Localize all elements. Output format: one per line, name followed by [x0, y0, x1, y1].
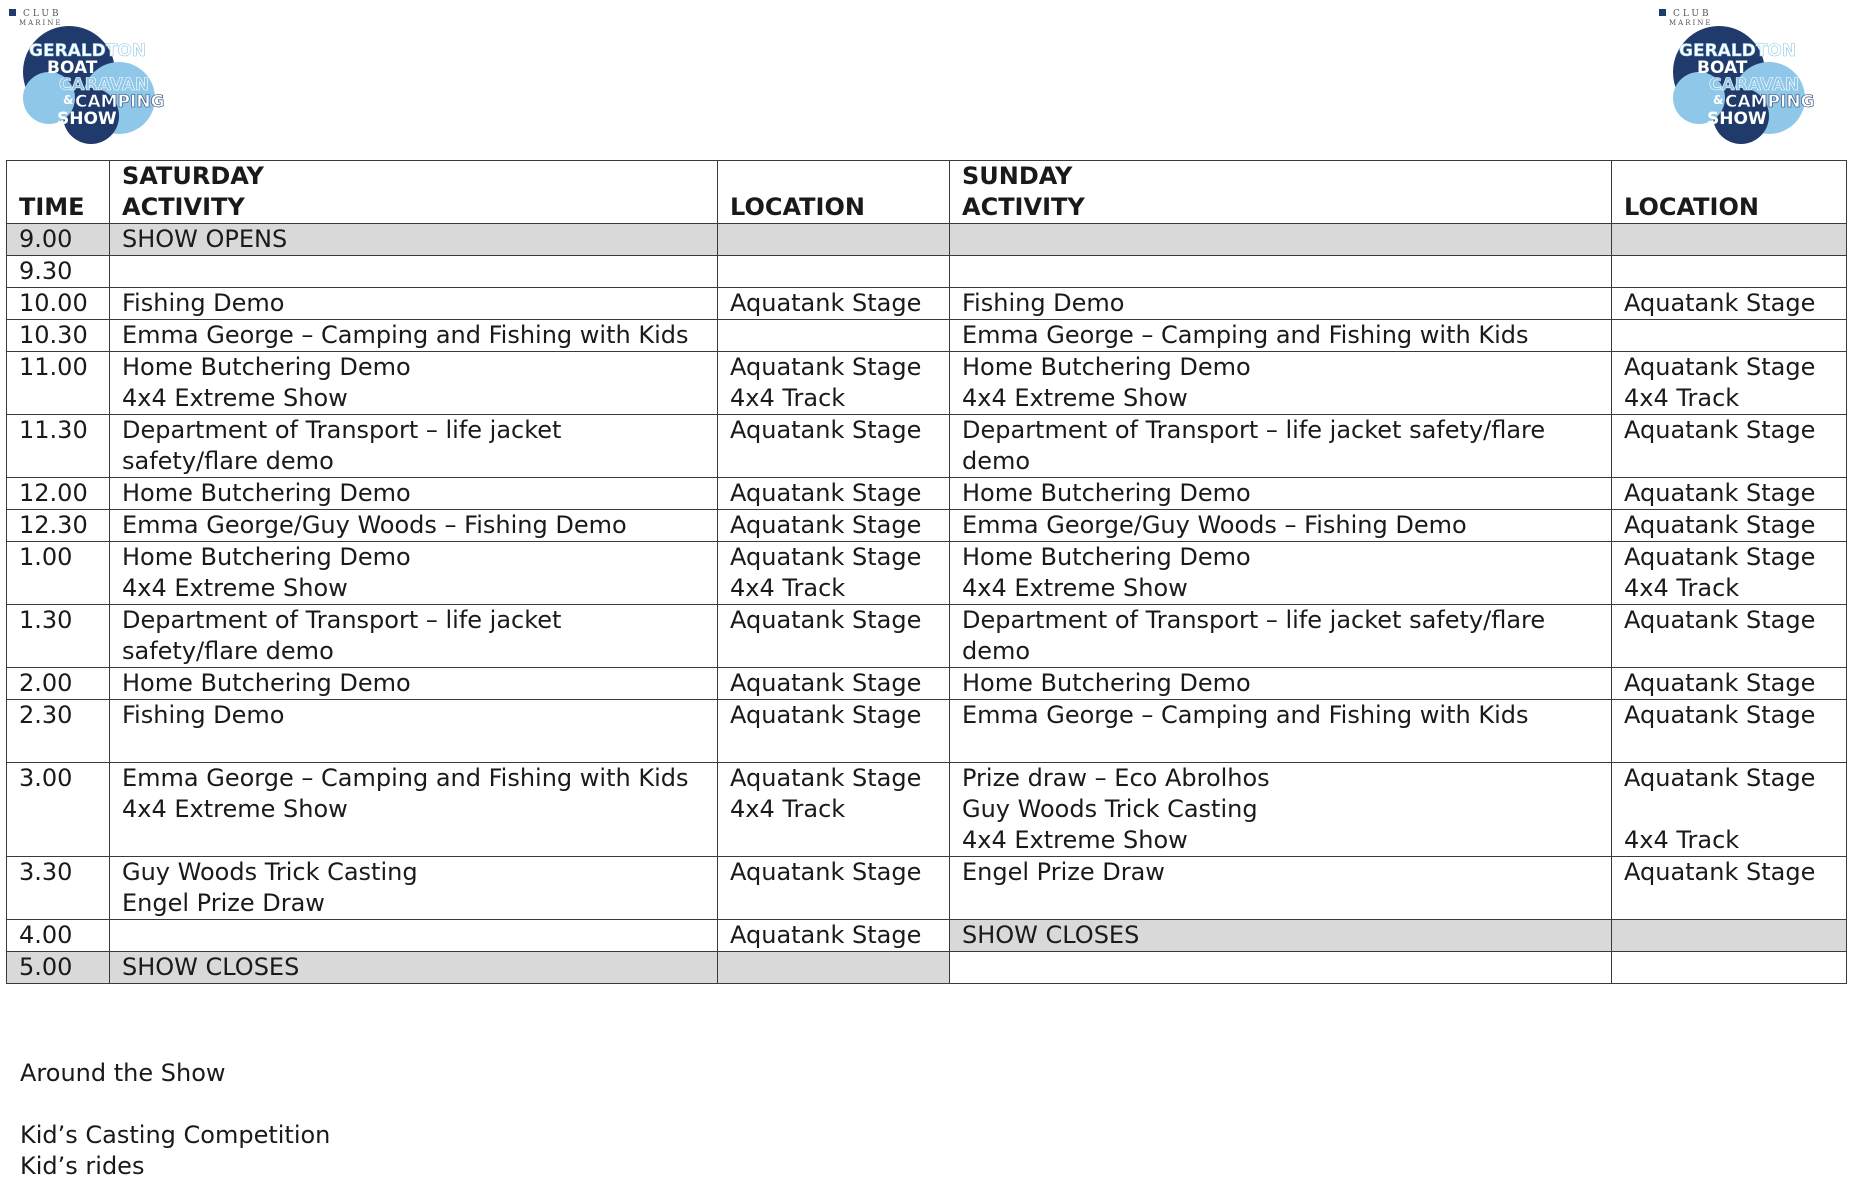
time-cell [7, 605, 110, 668]
sun-activity-cell [950, 288, 1612, 320]
sun-location-cell [1612, 542, 1847, 605]
sun-activity-line: demo [962, 637, 1031, 665]
sat-activity-cell [110, 478, 718, 510]
table-row [7, 478, 1847, 510]
time-cell [7, 700, 110, 763]
sat-location-cell [718, 352, 950, 415]
sat-location-line: Aquatank Stage [730, 701, 922, 729]
sun-activity-line: 4x4 Extreme Show [962, 574, 1188, 602]
sun-location-cell [1612, 605, 1847, 668]
svg-text:CARAVAN: CARAVAN [59, 75, 150, 95]
sun-activity-line: Emma George/Guy Woods – Fishing Demo [962, 511, 1467, 539]
sun-activity-cell [950, 920, 1612, 952]
table-row [7, 288, 1847, 320]
sun-activity-cell [950, 256, 1612, 288]
sun-activity-line: Guy Woods Trick Casting [962, 795, 1258, 823]
sun-location-cell [1612, 288, 1847, 320]
sun-location-line: Aquatank Stage [1624, 701, 1816, 729]
table-row [7, 700, 1847, 763]
header-empty-cell [1612, 161, 1847, 193]
time-cell [7, 920, 110, 952]
sun-activity-cell [950, 668, 1612, 700]
sat-activity-line: Emma George – Camping and Fishing with Kids [122, 321, 689, 349]
sat-location-line: Aquatank Stage [730, 764, 922, 792]
sun-activity-cell [950, 542, 1612, 605]
time-cell [7, 352, 110, 415]
time-value: 12.00 [19, 479, 88, 507]
time-value: 1.30 [19, 606, 73, 634]
sat-location-cell [718, 256, 950, 288]
sat-activity-line: Department of Transport – life jacket [122, 416, 562, 444]
table-row [7, 952, 1847, 984]
time-cell [7, 256, 110, 288]
sat-activity-cell [110, 920, 718, 952]
sat-location-cell [718, 415, 950, 478]
svg-text:&: & [63, 93, 74, 107]
svg-text:CAMPING: CAMPING [1725, 92, 1815, 112]
sun-activity-line: Prize draw – Eco Abrolhos [962, 764, 1270, 792]
sun-location-line: Aquatank Stage [1624, 479, 1816, 507]
time-value: 3.30 [19, 858, 73, 886]
svg-text:CLUB: CLUB [1673, 9, 1712, 19]
time-value: 9.00 [19, 225, 73, 253]
sun-activity-cell [950, 510, 1612, 542]
sat-location-line: Aquatank Stage [730, 479, 922, 507]
svg-text:GERALDTON: GERALDTON [29, 41, 147, 61]
sun-activity-line: Emma George – Camping and Fishing with Kids [962, 701, 1529, 729]
header-empty-cell [7, 161, 110, 193]
time-value: 9.30 [19, 257, 73, 285]
sat-activity-cell [110, 605, 718, 668]
header-empty-cell [718, 161, 950, 193]
sat-location-line: Aquatank Stage [730, 858, 922, 886]
header-sun-activity: ACTIVITY [950, 192, 1612, 224]
sat-activity-line: Fishing Demo [122, 701, 285, 729]
sun-activity-cell [950, 763, 1612, 857]
sun-location-line: 4x4 Track [1624, 826, 1740, 854]
time-cell [7, 763, 110, 857]
sun-location-line: 4x4 Track [1624, 574, 1740, 602]
table-row [7, 605, 1847, 668]
sun-location-cell [1612, 952, 1847, 984]
sat-activity-line: 4x4 Extreme Show [122, 574, 348, 602]
sat-activity-line: Home Butchering Demo [122, 353, 411, 381]
sun-activity-cell [950, 857, 1612, 920]
svg-text:MARINE: MARINE [19, 19, 63, 27]
header-sun-location: LOCATION [1612, 192, 1847, 224]
sun-location-cell [1612, 224, 1847, 256]
sat-activity-cell [110, 288, 718, 320]
sun-activity-line: Home Butchering Demo [962, 543, 1251, 571]
table-row [7, 920, 1847, 952]
sun-activity-line: Engel Prize Draw [962, 858, 1165, 886]
sun-location-line: Aquatank Stage [1624, 543, 1816, 571]
header-sunday: SUNDAY [950, 161, 1612, 193]
time-value: 3.00 [19, 764, 73, 792]
time-value: 10.00 [19, 289, 88, 317]
sun-activity-cell [950, 700, 1612, 763]
sat-location-line: Aquatank Stage [730, 669, 922, 697]
sun-location-line: Aquatank Stage [1624, 858, 1816, 886]
sat-activity-line: Engel Prize Draw [122, 889, 325, 917]
sat-location-line: 4x4 Track [730, 574, 846, 602]
sun-location-cell [1612, 320, 1847, 352]
sun-activity-cell [950, 605, 1612, 668]
sun-activity-cell [950, 415, 1612, 478]
sun-activity-line: Emma George – Camping and Fishing with Kids [962, 321, 1529, 349]
sat-location-cell [718, 920, 950, 952]
sat-location-cell [718, 857, 950, 920]
header-row-days [7, 161, 1847, 193]
sun-location-line: Aquatank Stage [1624, 289, 1816, 317]
sat-activity-cell [110, 763, 718, 857]
sat-activity-line: Guy Woods Trick Casting [122, 858, 418, 886]
time-value: 11.30 [19, 416, 88, 444]
sat-location-cell [718, 605, 950, 668]
geraldton-show-logo-icon [9, 6, 175, 146]
sun-location-cell [1612, 256, 1847, 288]
sat-activity-line: Emma George – Camping and Fishing with Kids [122, 764, 689, 792]
around-item: Kid’s rides [20, 1152, 145, 1180]
sat-activity-line: Home Butchering Demo [122, 479, 411, 507]
sat-location-cell [718, 478, 950, 510]
sat-location-cell [718, 288, 950, 320]
svg-text:SHOW: SHOW [1707, 109, 1767, 129]
header-row-columns [7, 192, 1847, 224]
sun-location-line: 4x4 Track [1624, 384, 1740, 412]
svg-text:CLUB: CLUB [23, 9, 62, 19]
sat-activity-line: 4x4 Extreme Show [122, 384, 348, 412]
table-row [7, 857, 1847, 920]
sun-activity-cell [950, 224, 1612, 256]
time-value: 1.00 [19, 543, 73, 571]
around-item: Kid’s Casting Competition [20, 1121, 331, 1149]
sat-location-cell [718, 510, 950, 542]
show-logo-left [9, 6, 175, 146]
sat-location-line: Aquatank Stage [730, 511, 922, 539]
table-row [7, 668, 1847, 700]
sun-activity-line: Department of Transport – life jacket safety/flare [962, 416, 1546, 444]
sun-activity-line: Department of Transport – life jacket safety/flare [962, 606, 1546, 634]
sun-location-cell [1612, 478, 1847, 510]
header-sat-activity: ACTIVITY [110, 192, 718, 224]
sun-activity-line: Home Butchering Demo [962, 353, 1251, 381]
time-cell [7, 288, 110, 320]
schedule-table [6, 160, 1847, 984]
sat-activity-line: Emma George/Guy Woods – Fishing Demo [122, 511, 627, 539]
sat-location-line: Aquatank Stage [730, 543, 922, 571]
sat-activity-line: safety/flare demo [122, 447, 334, 475]
sun-activity-cell [950, 320, 1612, 352]
sat-location-line: Aquatank Stage [730, 353, 922, 381]
sat-location-line: Aquatank Stage [730, 289, 922, 317]
svg-text:CARAVAN: CARAVAN [1709, 75, 1800, 95]
sat-activity-cell [110, 352, 718, 415]
table-row [7, 510, 1847, 542]
svg-text:BOAT: BOAT [1697, 58, 1748, 78]
sun-activity-line: 4x4 Extreme Show [962, 826, 1188, 854]
svg-text:SHOW: SHOW [57, 109, 117, 129]
time-cell [7, 510, 110, 542]
sat-activity-cell [110, 542, 718, 605]
sun-activity-cell [950, 352, 1612, 415]
time-value: 2.00 [19, 669, 73, 697]
table-row [7, 320, 1847, 352]
sat-activity-cell [110, 700, 718, 763]
time-value: 4.00 [19, 921, 73, 949]
sun-activity-cell [950, 478, 1612, 510]
sat-activity-line: Fishing Demo [122, 289, 285, 317]
table-row [7, 256, 1847, 288]
table-row [7, 352, 1847, 415]
sun-location-cell [1612, 857, 1847, 920]
sun-location-line [1624, 794, 1846, 825]
show-logo-right [1659, 6, 1825, 146]
sat-location-line: Aquatank Stage [730, 606, 922, 634]
sat-location-cell [718, 668, 950, 700]
sun-location-cell [1612, 920, 1847, 952]
time-value: 5.00 [19, 953, 73, 981]
time-value: 10.30 [19, 321, 88, 349]
time-cell [7, 415, 110, 478]
table-row [7, 224, 1847, 256]
sat-location-cell [718, 224, 950, 256]
time-value: 11.00 [19, 353, 88, 381]
sat-activity-line: Department of Transport – life jacket [122, 606, 562, 634]
svg-text:CAMPING: CAMPING [75, 92, 165, 112]
time-cell [7, 224, 110, 256]
sun-location-cell [1612, 763, 1847, 857]
sun-activity-line: SHOW CLOSES [962, 921, 1140, 949]
time-cell [7, 478, 110, 510]
geraldton-show-logo-icon [1659, 6, 1825, 146]
sun-activity-line: Home Butchering Demo [962, 479, 1251, 507]
sun-location-line: Aquatank Stage [1624, 353, 1816, 381]
time-value: 2.30 [19, 701, 73, 729]
sun-activity-line: 4x4 Extreme Show [962, 384, 1188, 412]
sun-location-line: Aquatank Stage [1624, 764, 1816, 792]
sat-activity-cell [110, 668, 718, 700]
table-row [7, 763, 1847, 857]
time-cell [7, 320, 110, 352]
sat-location-cell [718, 320, 950, 352]
sat-location-cell [718, 952, 950, 984]
header-time: TIME [7, 192, 110, 224]
time-cell [7, 952, 110, 984]
table-row [7, 415, 1847, 478]
svg-text:BOAT: BOAT [47, 58, 98, 78]
sun-location-line: Aquatank Stage [1624, 669, 1816, 697]
sat-location-line: 4x4 Track [730, 384, 846, 412]
sun-activity-cell [950, 952, 1612, 984]
sun-location-line: Aquatank Stage [1624, 416, 1816, 444]
sun-activity-line: Fishing Demo [962, 289, 1125, 317]
sun-activity-line: Home Butchering Demo [962, 669, 1251, 697]
sat-location-line: Aquatank Stage [730, 416, 922, 444]
svg-text:&: & [1713, 93, 1724, 107]
sun-activity-line: demo [962, 447, 1031, 475]
sun-location-cell [1612, 700, 1847, 763]
around-the-show-heading: Around the Show [20, 1059, 226, 1087]
time-cell [7, 542, 110, 605]
svg-text:GERALDTON: GERALDTON [1679, 41, 1797, 61]
time-value: 12.30 [19, 511, 88, 539]
sat-activity-line: safety/flare demo [122, 637, 334, 665]
svg-text:MARINE: MARINE [1669, 19, 1713, 27]
sat-activity-line: SHOW CLOSES [122, 953, 300, 981]
sat-location-line: 4x4 Track [730, 795, 846, 823]
sun-location-cell [1612, 352, 1847, 415]
sun-location-cell [1612, 668, 1847, 700]
sat-location-cell [718, 542, 950, 605]
sat-activity-cell [110, 510, 718, 542]
header-saturday: SATURDAY [110, 161, 718, 193]
sat-location-line: Aquatank Stage [730, 921, 922, 949]
table-row [7, 542, 1847, 605]
sat-location-cell [718, 700, 950, 763]
sat-activity-line: 4x4 Extreme Show [122, 795, 348, 823]
time-cell [7, 668, 110, 700]
sat-activity-line: SHOW OPENS [122, 225, 288, 253]
sat-activity-cell [110, 857, 718, 920]
sun-location-line: Aquatank Stage [1624, 511, 1816, 539]
sat-activity-cell [110, 952, 718, 984]
sat-activity-cell [110, 224, 718, 256]
sat-activity-cell [110, 256, 718, 288]
sat-activity-line: Home Butchering Demo [122, 543, 411, 571]
time-cell [7, 857, 110, 920]
sat-activity-line: Home Butchering Demo [122, 669, 411, 697]
sat-activity-cell [110, 320, 718, 352]
sun-location-cell [1612, 510, 1847, 542]
sun-location-cell [1612, 415, 1847, 478]
sat-location-cell [718, 763, 950, 857]
header-sat-location: LOCATION [718, 192, 950, 224]
sat-activity-cell [110, 415, 718, 478]
sun-location-line: Aquatank Stage [1624, 606, 1816, 634]
